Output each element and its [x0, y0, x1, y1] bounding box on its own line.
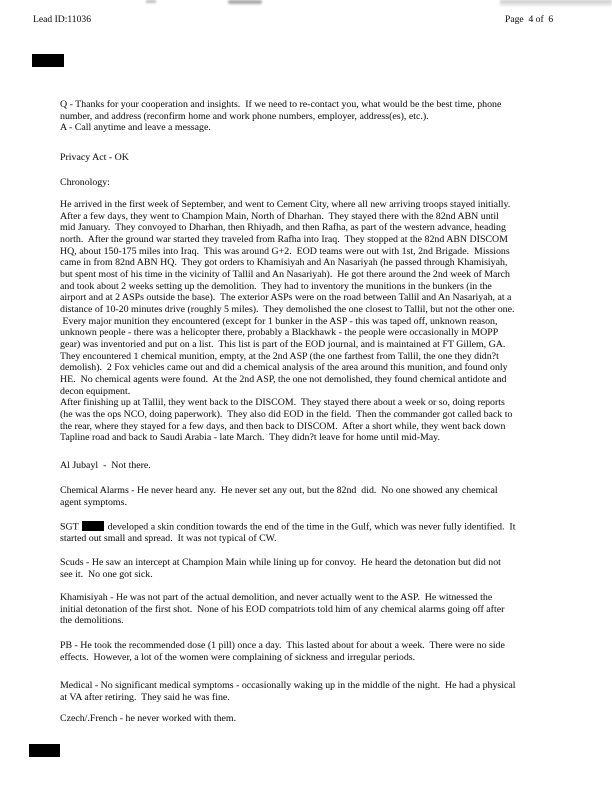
scuds-paragraph — [60, 557, 501, 580]
text-line: decon equipment. — [60, 385, 131, 397]
scan-artifact — [146, 0, 156, 3]
text-line: (he was the ops NCO, doing paperwork). They also did EOD in the field. Then the commander got called back to — [60, 409, 513, 421]
text-line: Scuds - He saw an intercept at Champion Main while lining up for convoy. He heard the detonation but did not — [60, 557, 501, 568]
redaction-box-header — [32, 54, 64, 67]
qa-paragraph — [60, 99, 501, 134]
text-line: Khamisiyah - He was not part of the actual demolition, and never actually went to the ASP. He witnessed the — [60, 592, 493, 603]
text-line: effects. However, a lot of the women were complaining of sickness and irregular periods. — [60, 651, 416, 663]
czech-french-line — [60, 713, 236, 725]
text-line: HE. No chemical agents were found. At the 2nd ASP, the one not demolished, they found chemical antidote and — [60, 374, 507, 386]
text-line: demolish). 2 Fox vehicles came out and did a chemical analysis of the area around this munition, and found only — [60, 362, 508, 374]
text-line: HQ, about 150-175 miles into Iraq. This was around G+2. EOD teams were out with 1st, 2nd Brigade. Missions — [60, 245, 510, 257]
sgt-prefix: SGT — [60, 521, 79, 533]
text-line: Tapline road and back to Saudi Arabia - late March. They didn?t leave for home until mid-May. — [60, 432, 440, 444]
text-line: agent symptoms. — [60, 496, 127, 508]
page-number-label: Page 4 of 6 — [505, 14, 554, 25]
text-line: distance of 10-20 minutes drive (roughly 5 miles). They demolished the one closest to Tallil, but not the other one. — [60, 304, 515, 316]
text-line: He arrived in the first week of September, and went to Cement City, where all new arriving troops stayed initially. — [60, 199, 511, 210]
scan-artifact — [228, 0, 262, 4]
text-line: but spent most of his time in the vicinity of Tallil and An Nasariyah). He got there around the 2nd week of March — [60, 269, 510, 281]
text-line: airport and at 2 ASPs outside the base). The exterior ASPs were on the road between Tallil and An Nasariyah, at a — [60, 292, 512, 304]
text-line: initial detonation of the first shot. None of his EOD compatriots told him of any chemical alarms going off after — [60, 603, 505, 615]
text-line: at VA after retiring. They said he was fine. — [60, 691, 230, 703]
text-line: number, and address (reconfirm home and work phone numbers, employer, address(es), etc.). — [60, 110, 429, 122]
text-line: the rear, where they stayed for a few days, and then back to DISCOM. After a short while, they went back down — [60, 420, 506, 432]
text-line: see it. No one got sick. — [60, 568, 153, 580]
text-line: After a few days, they went to Champion Main, North of Dharhan. They stayed there with the 82nd ABN until — [60, 210, 499, 222]
text-line: mid January. They convoyed to Dharhan, then Rhiyadh, and then Rafha, as part of the western advance, heading — [60, 222, 506, 234]
text-line: unknown people - there was a helicopter there, probably a Blackhawk - the people were occasionally in MOPP — [60, 327, 499, 339]
privacy-act-line — [60, 152, 129, 164]
text-line: the demolitions. — [60, 615, 124, 627]
text-line: Al Jubayl - Not there. — [60, 460, 151, 471]
chemical-alarms-paragraph — [60, 485, 498, 508]
text-line: Chemical Alarms - He never heard any. He never set any out, but the 82nd did. No one showed any chemical — [60, 485, 498, 496]
text-line: gear) was inventoried and put on a list. This list is part of the EOD journal, and is maintained at FT Gillem, GA. — [60, 339, 506, 351]
text-line: Q - Thanks for your cooperation and insights. If we need to re-contact you, what would be the best time, phone — [60, 99, 502, 110]
lead-id-label: Lead ID:11036 — [33, 14, 91, 25]
chronology-heading — [60, 177, 110, 189]
khamisiyah-paragraph — [60, 592, 504, 627]
text-line: A - Call anytime and leave a message. — [60, 122, 211, 134]
redaction-box-footer — [29, 744, 60, 757]
redaction-box-name — [82, 521, 104, 531]
text-line: They encountered 1 chemical munition, empty, at the 2nd ASP (the one farthest from Tallil, the one they didn?t — [60, 350, 499, 362]
text-line — [60, 521, 515, 533]
text-line: After finishing up at Tallil, they went back to the DISCOM. They stayed there about a week or so, doing reports — [60, 397, 505, 409]
text-line: Czech/.French - he never worked with them. — [60, 713, 237, 724]
medical-paragraph — [60, 680, 516, 703]
sgt-paragraph — [60, 521, 515, 545]
text-line: north. After the ground war started they traveled from Rafha into Iraq. They stopped at the 82nd ABN DISCOM — [60, 234, 508, 246]
text-line: PB - He took the recommended dose (1 pill) once a day. This lasted about for about a week. There were no side — [60, 640, 505, 651]
text-line: Privacy Act - OK — [60, 152, 129, 163]
scan-artifact — [500, 0, 612, 6]
text-line: Chronology: — [60, 177, 110, 188]
text-line: and took about 2 weeks setting up the demolition. They had to inventory the munitions in the bunkers (in the — [60, 280, 492, 292]
text-line: came in from 82nd ABN HQ. They got orders to Khamisiyah and An Nasariyah (he passed through Khamisiyah, — [60, 257, 508, 269]
text-line: Medical - No significant medical symptoms - occasionally waking up in the middle of the night. He had a physical — [60, 680, 516, 691]
al-jubayl-line — [60, 460, 151, 472]
chronology-paragraph — [60, 199, 514, 444]
text-line: started out small and spread. It was not typical of CW. — [60, 533, 277, 545]
text-line: Every major munition they encountered (except for 1 bunker in the ASP - this was taped off, unknown reason, — [60, 315, 498, 327]
sgt-line-rest: developed a skin condition towards the end of the time in the Gulf, which was never fully identified. It — [107, 521, 516, 533]
pb-paragraph — [60, 640, 505, 663]
